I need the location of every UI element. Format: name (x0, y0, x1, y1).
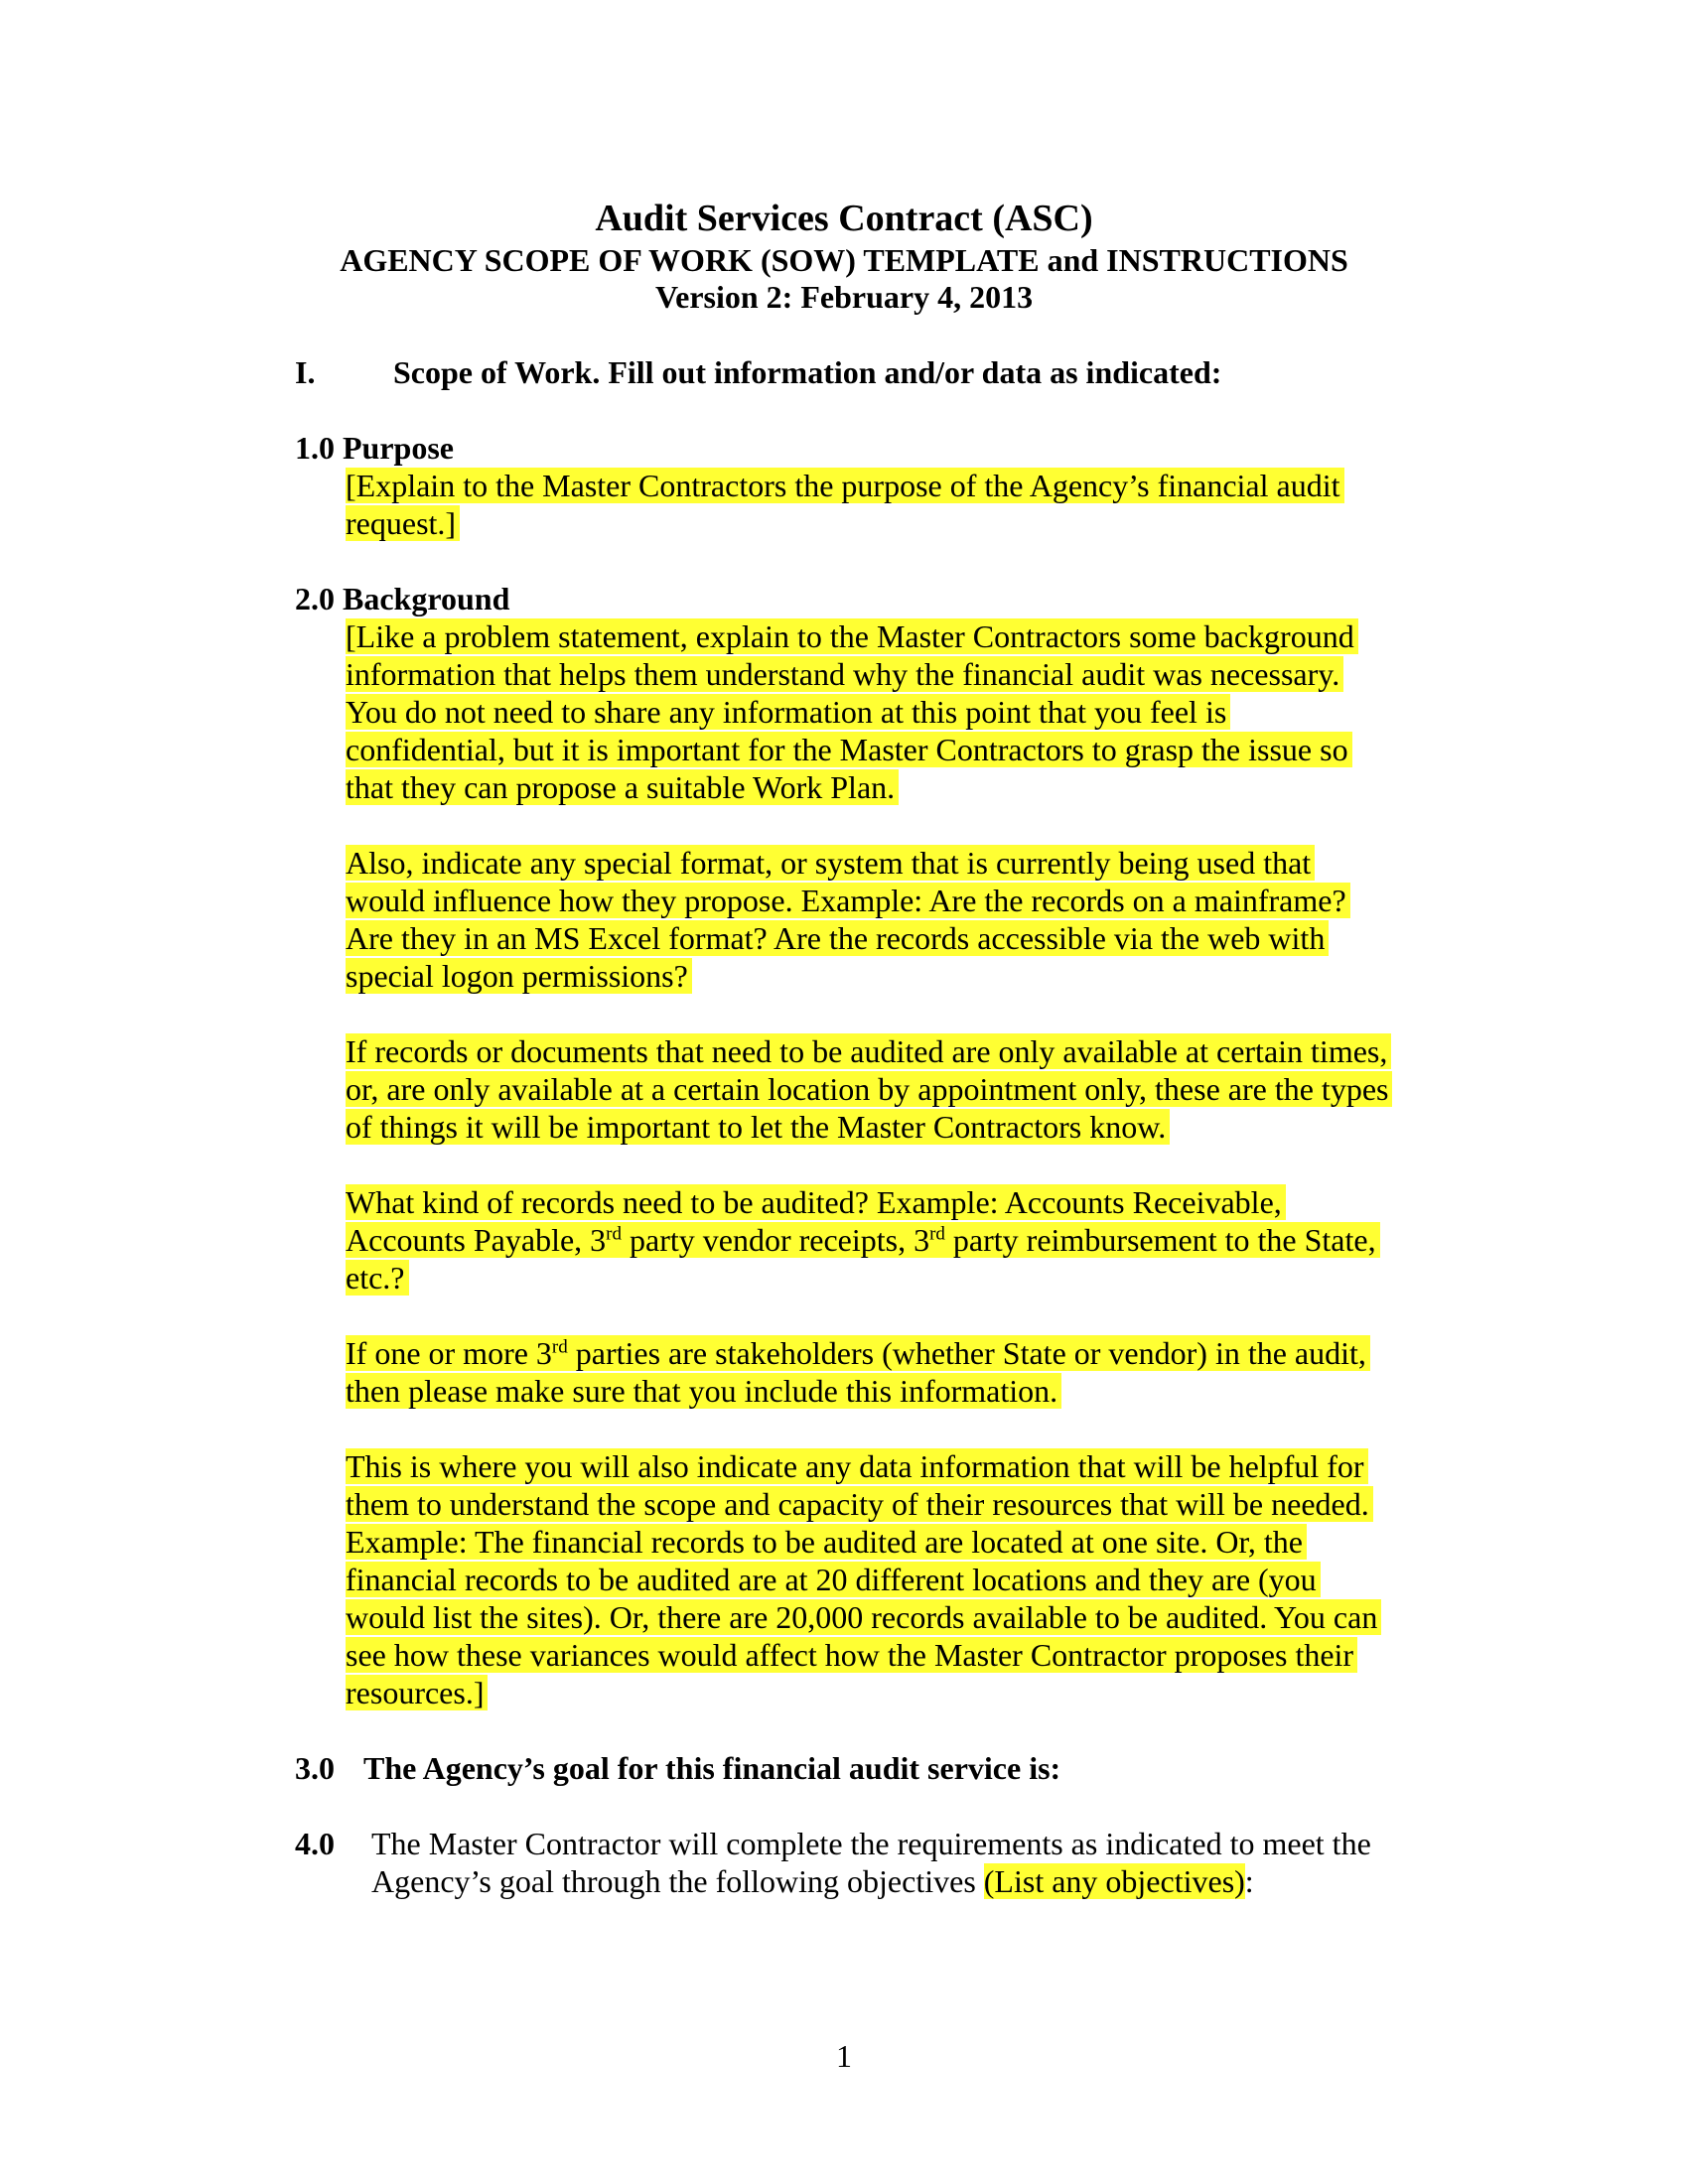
background-line: special logon permissions? (346, 958, 692, 994)
goal-number: 3.0 (295, 1750, 335, 1786)
superscript: rd (606, 1223, 622, 1245)
background-line: What kind of records need to be audited? Example: Accounts Receivable, (346, 1184, 1286, 1220)
purpose-heading: 1.0 Purpose (295, 430, 454, 466)
objectives-number: 4.0 (295, 1826, 335, 1861)
background-paragraph-1 (346, 617, 1358, 806)
background-line: If records or documents that need to be audited are only available at certain times, (346, 1033, 1391, 1069)
background-line: confidential, but it is important for the Master Contractors to grasp the issue so (346, 732, 1352, 767)
background-line: etc.? (346, 1260, 409, 1296)
superscript: rd (551, 1336, 568, 1358)
purpose-line: [Explain to the Master Contractors the purpose of the Agency’s financial audit (346, 468, 1344, 503)
background-line: This is where you will also indicate any data information that will be helpful for (346, 1448, 1368, 1484)
text-run: party reimbursement to the State, (944, 1222, 1376, 1258)
background-line: Also, indicate any special format, or system that is currently being used that (346, 845, 1315, 881)
background-line: would list the sites). Or, there are 20,000 records available to be audited. You can (346, 1599, 1381, 1635)
page-number: 1 (836, 2038, 852, 2074)
background-line: see how these variances would affect how the Master Contractor proposes their (346, 1637, 1357, 1673)
background-line: Are they in an MS Excel format? Are the records accessible via the web with (346, 920, 1329, 956)
text-run: party vendor receipts, 3 (621, 1222, 930, 1258)
document-version: Version 2: February 4, 2013 (654, 279, 1034, 315)
text-run: Agency’s goal through the following objectives (371, 1863, 984, 1899)
background-line (346, 1335, 1370, 1371)
background-line: resources.] (346, 1675, 488, 1710)
background-line: You do not need to share any information at this point that you feel is (346, 694, 1230, 730)
background-line: then please make sure that you include this information. (346, 1373, 1061, 1409)
goal-heading: The Agency’s goal for this financial audit service is: (363, 1750, 1061, 1786)
section-i-numeral: I. (295, 354, 316, 390)
objectives-line: The Master Contractor will complete the requirements as indicated to meet the (371, 1826, 1371, 1861)
background-line: or, are only available at a certain location by appointment only, these are the types (346, 1071, 1392, 1107)
background-line: information that helps them understand why the financial audit was necessary. (346, 656, 1343, 692)
background-paragraph-4 (346, 1183, 1380, 1297)
section-i-heading: Scope of Work. Fill out information and/or data as indicated: (393, 354, 1222, 390)
background-line: [Like a problem statement, explain to the Master Contractors some background (346, 618, 1358, 654)
objectives-placeholder: (List any objectives) (983, 1863, 1245, 1899)
background-heading: 2.0 Background (295, 581, 510, 616)
background-line: financial records to be audited are at 20 different locations and they are (you (346, 1562, 1321, 1597)
text-run: parties are stakeholders (whether State or vendor) in the audit, (567, 1335, 1366, 1371)
background-line: of things it will be important to let the Master Contractors know. (346, 1109, 1170, 1145)
background-line: that they can propose a suitable Work Plan. (346, 769, 899, 805)
purpose-line: request.] (346, 505, 460, 541)
document-subtitle: AGENCY SCOPE OF WORK (SOW) TEMPLATE and INSTRUCTIONS (340, 242, 1348, 278)
text-run: : (1244, 1863, 1254, 1899)
background-line: would influence how they propose. Example: Are the records on a mainframe? (346, 883, 1350, 918)
background-paragraph-3 (346, 1032, 1392, 1146)
objectives-line (371, 1862, 1254, 1900)
document-title: Audit Services Contract (ASC) (595, 198, 1093, 239)
background-paragraph-5 (346, 1334, 1370, 1410)
background-paragraph-6 (346, 1447, 1381, 1711)
background-line (346, 1222, 1380, 1258)
background-line: Example: The financial records to be audited are located at one site. Or, the (346, 1524, 1307, 1560)
text-run: Accounts Payable, 3 (346, 1222, 607, 1258)
purpose-body (346, 467, 1344, 542)
background-line: them to understand the scope and capacity of their resources that will be needed. (346, 1486, 1373, 1522)
text-run: If one or more 3 (346, 1335, 552, 1371)
superscript: rd (929, 1223, 945, 1245)
background-paragraph-2 (346, 844, 1350, 995)
